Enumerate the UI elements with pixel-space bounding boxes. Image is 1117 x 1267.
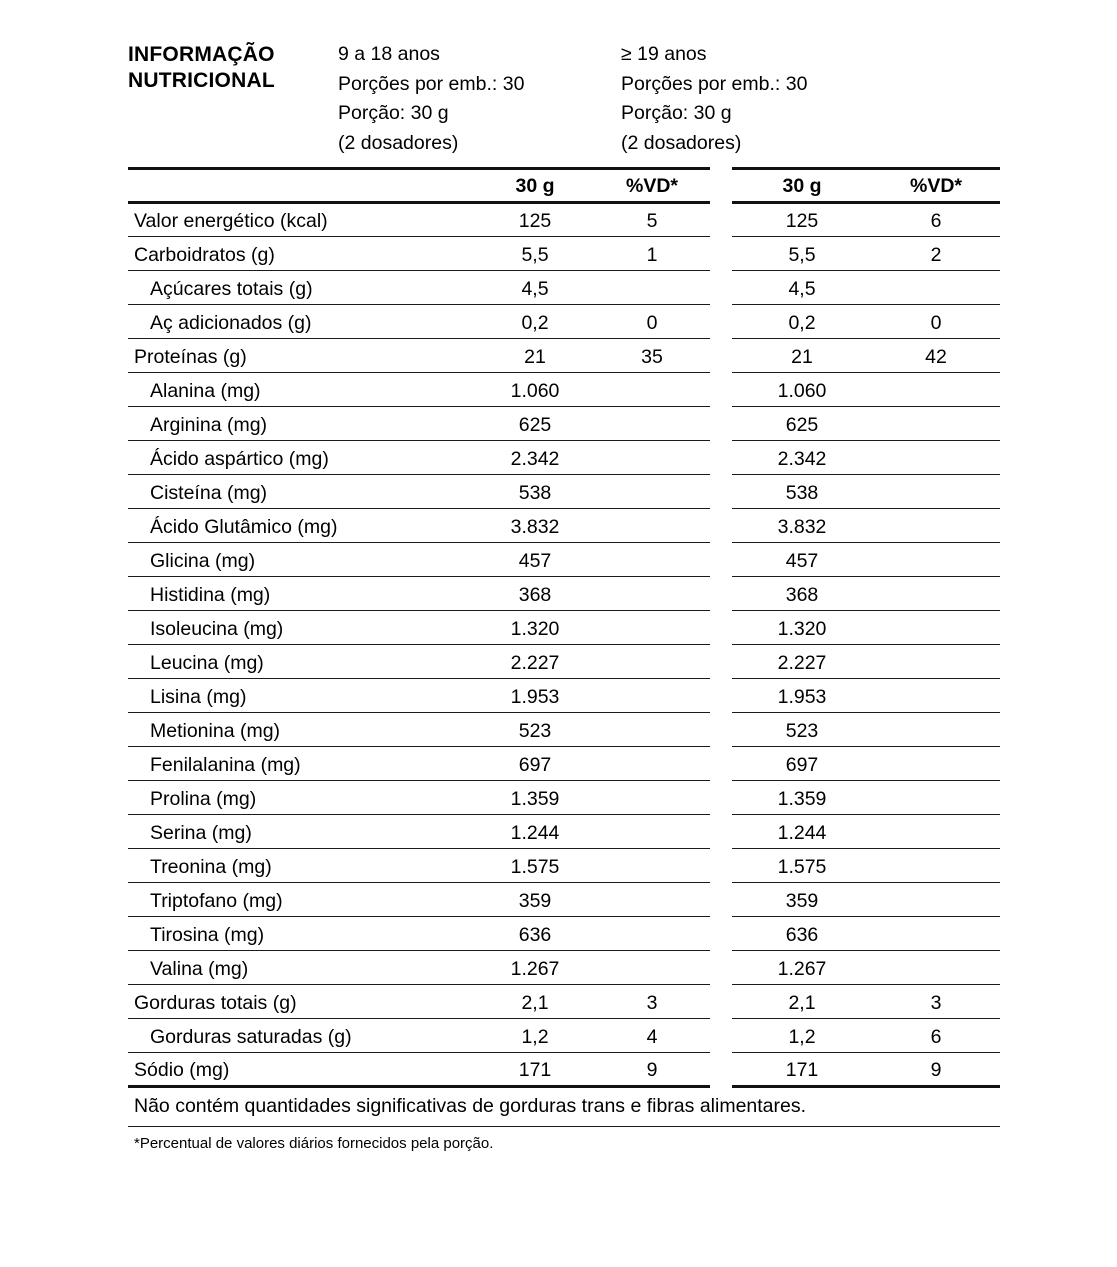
nutrient-vd: 3	[594, 984, 710, 1018]
table-row	[732, 814, 1000, 848]
nutrient-value: 3.832	[476, 508, 594, 542]
title-line-1: INFORMAÇÃO	[128, 43, 275, 66]
nutrient-name: Gorduras totais (g)	[128, 984, 476, 1018]
nutrient-value: 1.953	[476, 678, 594, 712]
table-header-row-2	[732, 168, 1000, 202]
nutrient-value: 4,5	[476, 270, 594, 304]
page-title	[128, 40, 338, 95]
footnote-main: Não contém quantidades significativas de gorduras trans e fibras alimentares.	[128, 1088, 1000, 1127]
table-row	[732, 236, 1000, 270]
nutrient-vd	[872, 270, 1000, 304]
nutrient-vd	[872, 644, 1000, 678]
nutrient-vd	[594, 882, 710, 916]
nutrient-value: 21	[476, 338, 594, 372]
nutrient-vd	[872, 916, 1000, 950]
table-row	[732, 780, 1000, 814]
nutrient-name: Valor energético (kcal)	[128, 202, 476, 236]
nutrient-value: 1.575	[476, 848, 594, 882]
table-row	[732, 1052, 1000, 1086]
nutrient-name: Lisina (mg)	[128, 678, 476, 712]
nutrient-name-header-1	[128, 168, 476, 202]
table-row	[732, 712, 1000, 746]
table-row	[732, 644, 1000, 678]
table-row	[732, 202, 1000, 236]
nutrient-vd	[872, 474, 1000, 508]
nutrient-name: Fenilalanina (mg)	[128, 746, 476, 780]
table-row	[128, 1018, 710, 1052]
nutrient-vd	[872, 678, 1000, 712]
nutrient-name: Ácido aspártico (mg)	[128, 440, 476, 474]
table-row	[128, 1052, 710, 1086]
nutrient-vd	[594, 712, 710, 746]
nutrient-value: 21	[732, 338, 872, 372]
serving-info-column-2	[608, 40, 868, 159]
nutrient-vd	[872, 576, 1000, 610]
nutrient-value: 697	[732, 746, 872, 780]
vd-header-2: %VD*	[872, 168, 1000, 202]
nutrient-vd: 6	[872, 1018, 1000, 1052]
serving-measure-2: (2 dosadores)	[621, 131, 742, 154]
nutrient-name: Aç adicionados (g)	[128, 304, 476, 338]
nutrient-value: 1.953	[732, 678, 872, 712]
nutrient-name: Triptofano (mg)	[128, 882, 476, 916]
table-row	[128, 984, 710, 1018]
nutrient-value: 1.244	[476, 814, 594, 848]
nutrient-vd	[872, 882, 1000, 916]
nutrient-vd: 4	[594, 1018, 710, 1052]
nutrient-vd	[872, 372, 1000, 406]
nutrient-value: 359	[476, 882, 594, 916]
table-row	[732, 270, 1000, 304]
nutrient-vd	[594, 474, 710, 508]
nutrient-name: Sódio (mg)	[128, 1052, 476, 1086]
serving-info-column-1	[338, 40, 608, 159]
nutrient-name: Tirosina (mg)	[128, 916, 476, 950]
nutrient-name: Histidina (mg)	[128, 576, 476, 610]
nutrient-vd: 0	[594, 304, 710, 338]
table-row	[732, 508, 1000, 542]
nutrient-name: Proteínas (g)	[128, 338, 476, 372]
nutrient-vd	[594, 270, 710, 304]
nutrient-vd: 35	[594, 338, 710, 372]
age-range-1: 9 a 18 anos	[338, 43, 440, 65]
nutrient-vd: 9	[594, 1052, 710, 1086]
nutrient-vd	[594, 610, 710, 644]
table-row	[128, 576, 710, 610]
age-range-2: ≥ 19 anos	[621, 43, 707, 65]
nutrient-value: 171	[732, 1052, 872, 1086]
nutrient-value: 538	[476, 474, 594, 508]
nutrient-value: 1.359	[732, 780, 872, 814]
nutrient-value: 1.359	[476, 780, 594, 814]
nutrient-name: Treonina (mg)	[128, 848, 476, 882]
servings-per-package-1: Porções por emb.: 30	[338, 72, 525, 95]
nutrient-name: Isoleucina (mg)	[128, 610, 476, 644]
nutrient-value: 0,2	[476, 304, 594, 338]
nutrient-vd	[872, 780, 1000, 814]
nutrient-value: 1.267	[476, 950, 594, 984]
table-row	[732, 440, 1000, 474]
nutrient-value: 636	[476, 916, 594, 950]
table-row	[128, 848, 710, 882]
nutrient-value: 2,1	[732, 984, 872, 1018]
servings-per-package-2: Porções por emb.: 30	[621, 72, 808, 95]
table-row	[732, 1018, 1000, 1052]
nutrient-vd	[872, 542, 1000, 576]
nutrient-name: Alanina (mg)	[128, 372, 476, 406]
nutrient-vd: 3	[872, 984, 1000, 1018]
nutrient-vd	[594, 780, 710, 814]
nutrient-value: 125	[476, 202, 594, 236]
nutrient-value: 1.575	[732, 848, 872, 882]
table-row	[128, 372, 710, 406]
nutrient-value: 625	[732, 406, 872, 440]
nutrient-value: 457	[476, 542, 594, 576]
nutrient-value: 2.227	[476, 644, 594, 678]
nutrient-vd	[594, 576, 710, 610]
table-row	[732, 678, 1000, 712]
table-row	[732, 848, 1000, 882]
nutrient-vd	[872, 848, 1000, 882]
nutrition-header	[128, 40, 1000, 159]
table-row	[732, 882, 1000, 916]
table-row	[732, 746, 1000, 780]
nutrient-name: Açúcares totais (g)	[128, 270, 476, 304]
nutrient-value: 171	[476, 1052, 594, 1086]
table-row	[128, 440, 710, 474]
nutrient-name: Metionina (mg)	[128, 712, 476, 746]
table-row	[128, 712, 710, 746]
nutrient-vd	[594, 678, 710, 712]
title-line-2: NUTRICIONAL	[128, 69, 275, 93]
table-row	[732, 916, 1000, 950]
table-row	[128, 406, 710, 440]
nutrient-name: Valina (mg)	[128, 950, 476, 984]
serving-measure-1: (2 dosadores)	[338, 131, 459, 154]
nutrient-vd	[872, 746, 1000, 780]
nutrient-value: 125	[732, 202, 872, 236]
nutrient-vd: 1	[594, 236, 710, 270]
table-row	[732, 304, 1000, 338]
nutrient-vd	[594, 508, 710, 542]
nutrient-name: Cisteína (mg)	[128, 474, 476, 508]
nutrient-value: 1.060	[732, 372, 872, 406]
nutrient-name: Carboidratos (g)	[128, 236, 476, 270]
table-row	[732, 372, 1000, 406]
nutrition-tables	[128, 167, 1000, 1088]
table-row	[128, 814, 710, 848]
table-row	[128, 236, 710, 270]
table-row	[732, 984, 1000, 1018]
serving-size-2: Porção: 30 g	[621, 102, 732, 125]
nutrient-vd	[872, 712, 1000, 746]
nutrition-facts-panel	[128, 40, 1000, 1152]
nutrient-vd	[594, 644, 710, 678]
nutrient-value: 1.060	[476, 372, 594, 406]
nutrient-vd	[594, 814, 710, 848]
nutrient-name: Ácido Glutâmico (mg)	[128, 508, 476, 542]
nutrient-value: 3.832	[732, 508, 872, 542]
nutrient-value: 0,2	[732, 304, 872, 338]
nutrient-vd	[872, 610, 1000, 644]
table-row	[128, 678, 710, 712]
nutrient-value: 5,5	[476, 236, 594, 270]
footnote-daily-values: *Percentual de valores diários fornecidos pela porção.	[134, 1134, 494, 1152]
table-row	[732, 950, 1000, 984]
nutrient-vd	[594, 542, 710, 576]
table-divider	[710, 167, 732, 1088]
nutrient-vd	[872, 406, 1000, 440]
table-row	[732, 542, 1000, 576]
nutrient-value: 1,2	[476, 1018, 594, 1052]
nutrient-value: 359	[732, 882, 872, 916]
nutrient-value: 368	[732, 576, 872, 610]
nutrient-value: 2.227	[732, 644, 872, 678]
nutrient-value: 457	[732, 542, 872, 576]
table-row	[732, 474, 1000, 508]
nutrient-vd: 2	[872, 236, 1000, 270]
nutrient-name: Glicina (mg)	[128, 542, 476, 576]
nutrient-value: 368	[476, 576, 594, 610]
nutrient-vd	[594, 848, 710, 882]
nutrient-vd	[872, 950, 1000, 984]
nutrient-value: 697	[476, 746, 594, 780]
nutrient-vd: 9	[872, 1052, 1000, 1086]
value-header-2: 30 g	[732, 168, 872, 202]
nutrient-vd	[594, 406, 710, 440]
nutrient-vd	[594, 372, 710, 406]
table-row	[128, 644, 710, 678]
table-row	[128, 542, 710, 576]
nutrient-value: 625	[476, 406, 594, 440]
nutrient-name: Serina (mg)	[128, 814, 476, 848]
nutrient-value: 2,1	[476, 984, 594, 1018]
table-row	[128, 338, 710, 372]
nutrient-value: 1.244	[732, 814, 872, 848]
nutrient-vd	[872, 508, 1000, 542]
nutrient-name: Leucina (mg)	[128, 644, 476, 678]
nutrient-value: 523	[476, 712, 594, 746]
nutrient-vd: 0	[872, 304, 1000, 338]
table-row	[128, 270, 710, 304]
nutrient-value: 538	[732, 474, 872, 508]
nutrient-name: Prolina (mg)	[128, 780, 476, 814]
table-row	[128, 916, 710, 950]
serving-size-1: Porção: 30 g	[338, 102, 449, 125]
nutrient-vd: 5	[594, 202, 710, 236]
nutrient-value: 1.320	[732, 610, 872, 644]
table-row	[128, 508, 710, 542]
nutrient-value: 523	[732, 712, 872, 746]
nutrient-value: 2.342	[732, 440, 872, 474]
table-row	[128, 474, 710, 508]
nutrient-vd	[594, 746, 710, 780]
nutrient-vd	[594, 950, 710, 984]
nutrient-value: 4,5	[732, 270, 872, 304]
table-row	[128, 304, 710, 338]
nutrient-vd: 42	[872, 338, 1000, 372]
table-row	[732, 406, 1000, 440]
table-row	[128, 202, 710, 236]
nutrient-value: 1.320	[476, 610, 594, 644]
value-header-1: 30 g	[476, 168, 594, 202]
table-header-row-1	[128, 168, 710, 202]
nutrient-value: 1,2	[732, 1018, 872, 1052]
nutrient-value: 2.342	[476, 440, 594, 474]
vd-header-1: %VD*	[594, 168, 710, 202]
table-row	[128, 610, 710, 644]
table-row	[128, 746, 710, 780]
nutrient-vd	[872, 814, 1000, 848]
table-row	[128, 882, 710, 916]
nutrient-vd	[594, 440, 710, 474]
table-row	[128, 780, 710, 814]
nutrient-vd	[594, 916, 710, 950]
nutrient-name: Gorduras saturadas (g)	[128, 1018, 476, 1052]
nutrient-name: Arginina (mg)	[128, 406, 476, 440]
table-row	[732, 610, 1000, 644]
nutrient-value: 5,5	[732, 236, 872, 270]
table-row	[732, 576, 1000, 610]
table-row	[732, 338, 1000, 372]
table-row	[128, 950, 710, 984]
nutrition-table-9-18	[128, 167, 710, 1088]
nutrient-value: 636	[732, 916, 872, 950]
nutrient-vd: 6	[872, 202, 1000, 236]
nutrient-value: 1.267	[732, 950, 872, 984]
nutrition-table-19-plus	[732, 167, 1000, 1088]
nutrient-vd	[872, 440, 1000, 474]
